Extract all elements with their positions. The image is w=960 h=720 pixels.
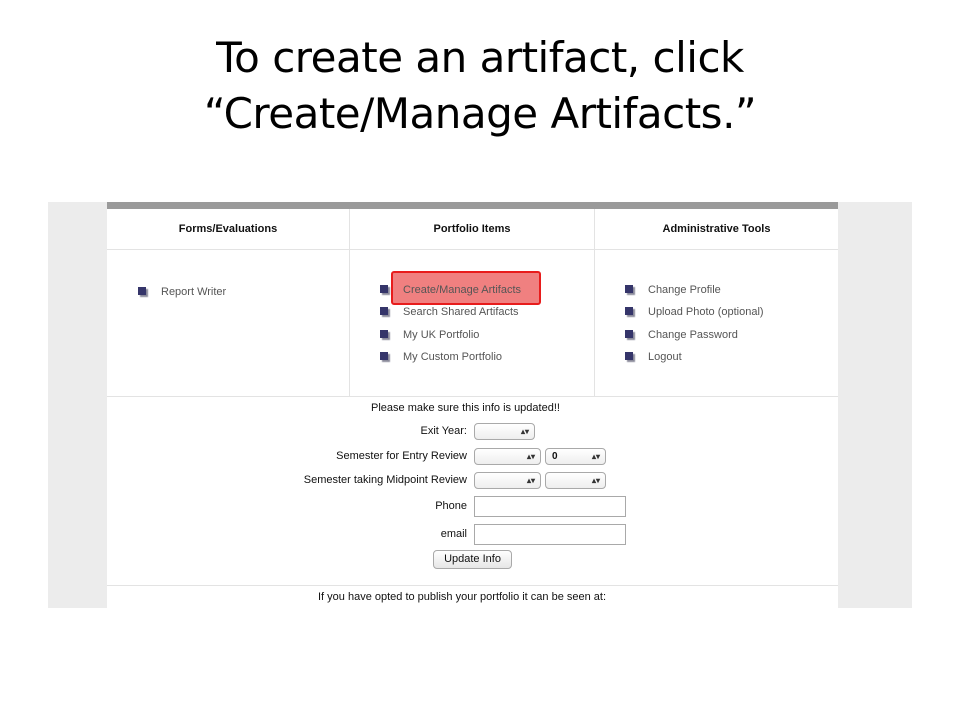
- section-divider: [107, 396, 838, 397]
- menu-item-label: Logout: [648, 351, 682, 363]
- forms-evaluations-column: [107, 209, 350, 396]
- menu-item-label: Upload Photo (optional): [648, 306, 764, 318]
- menu-item-create-manage-artifacts[interactable]: [380, 281, 521, 299]
- menu-item-label: My UK Portfolio: [403, 329, 480, 341]
- slide-title-line-2: “Create/Manage Artifacts.”: [203, 89, 757, 138]
- menu-item-label: Change Profile: [648, 284, 721, 296]
- select-arrows-icon: ▴▾: [526, 476, 535, 485]
- menu-item-logout[interactable]: [625, 348, 682, 366]
- administrative-tools-column: [595, 209, 838, 396]
- bullet-square-icon: [625, 330, 633, 338]
- phone-field[interactable]: [474, 496, 626, 517]
- bullet-square-icon: [380, 285, 388, 293]
- email-field[interactable]: [474, 524, 626, 545]
- select-arrows-icon: ▴▾: [526, 452, 535, 461]
- bullet-square-icon: [380, 307, 388, 315]
- email-label: email: [440, 528, 467, 540]
- entry-review-label: Semester for Entry Review: [336, 450, 467, 462]
- menu-item-label: Change Password: [648, 329, 738, 341]
- menu-item-change-profile[interactable]: [625, 281, 721, 299]
- menu-item-search-shared-artifacts[interactable]: [380, 303, 519, 321]
- midpoint-review-label: Semester taking Midpoint Review: [303, 474, 467, 486]
- update-notice: Please make sure this info is updated!!: [371, 402, 560, 414]
- entry-review-semester-select[interactable]: [474, 448, 541, 465]
- portfolio-panel: [107, 202, 838, 608]
- menu-item-my-custom-portfolio[interactable]: [380, 348, 502, 366]
- bullet-square-icon: [625, 285, 633, 293]
- exit-year-select[interactable]: [474, 423, 535, 440]
- midpoint-semester-select[interactable]: [474, 472, 541, 489]
- select-arrows-icon: ▴▾: [591, 452, 600, 461]
- select-arrows-icon: ▴▾: [591, 476, 600, 485]
- bullet-square-icon: [625, 307, 633, 315]
- column-header-portfolio: Portfolio Items: [350, 209, 594, 250]
- column-header-forms: Forms/Evaluations: [107, 209, 349, 250]
- midpoint-year-select[interactable]: [545, 472, 606, 489]
- section-divider-bottom: [107, 585, 838, 586]
- menu-item-report-writer[interactable]: [138, 283, 226, 301]
- column-header-admin: Administrative Tools: [595, 209, 838, 250]
- bullet-square-icon: [380, 352, 388, 360]
- screenshot-area: [48, 202, 912, 608]
- entry-review-year-select[interactable]: [545, 448, 606, 465]
- bullet-square-icon: [138, 287, 146, 295]
- bullet-square-icon: [380, 330, 388, 338]
- portfolio-items-column: [350, 209, 595, 396]
- phone-label: Phone: [435, 500, 467, 512]
- menu-item-my-uk-portfolio[interactable]: [380, 326, 479, 344]
- menu-item-label: Create/Manage Artifacts: [403, 284, 522, 296]
- exit-year-label: Exit Year:: [420, 425, 467, 437]
- slide-title-line-1: To create an artifact, click: [216, 33, 744, 82]
- select-arrows-icon: ▴▾: [520, 427, 529, 436]
- bullet-square-icon: [625, 352, 633, 360]
- menu-item-label: My Custom Portfolio: [403, 351, 503, 363]
- menu-item-upload-photo[interactable]: [625, 303, 764, 321]
- menu-item-label: Search Shared Artifacts: [403, 306, 519, 318]
- menu-item-change-password[interactable]: [625, 326, 738, 344]
- entry-review-year-value: 0: [552, 451, 558, 462]
- top-bar: [107, 202, 838, 209]
- slide-title: [0, 30, 960, 142]
- publish-notice: If you have opted to publish your portfolio it can be seen at:: [318, 591, 607, 603]
- update-info-button[interactable]: Update Info: [433, 550, 512, 569]
- menu-item-label: Report Writer: [161, 286, 227, 298]
